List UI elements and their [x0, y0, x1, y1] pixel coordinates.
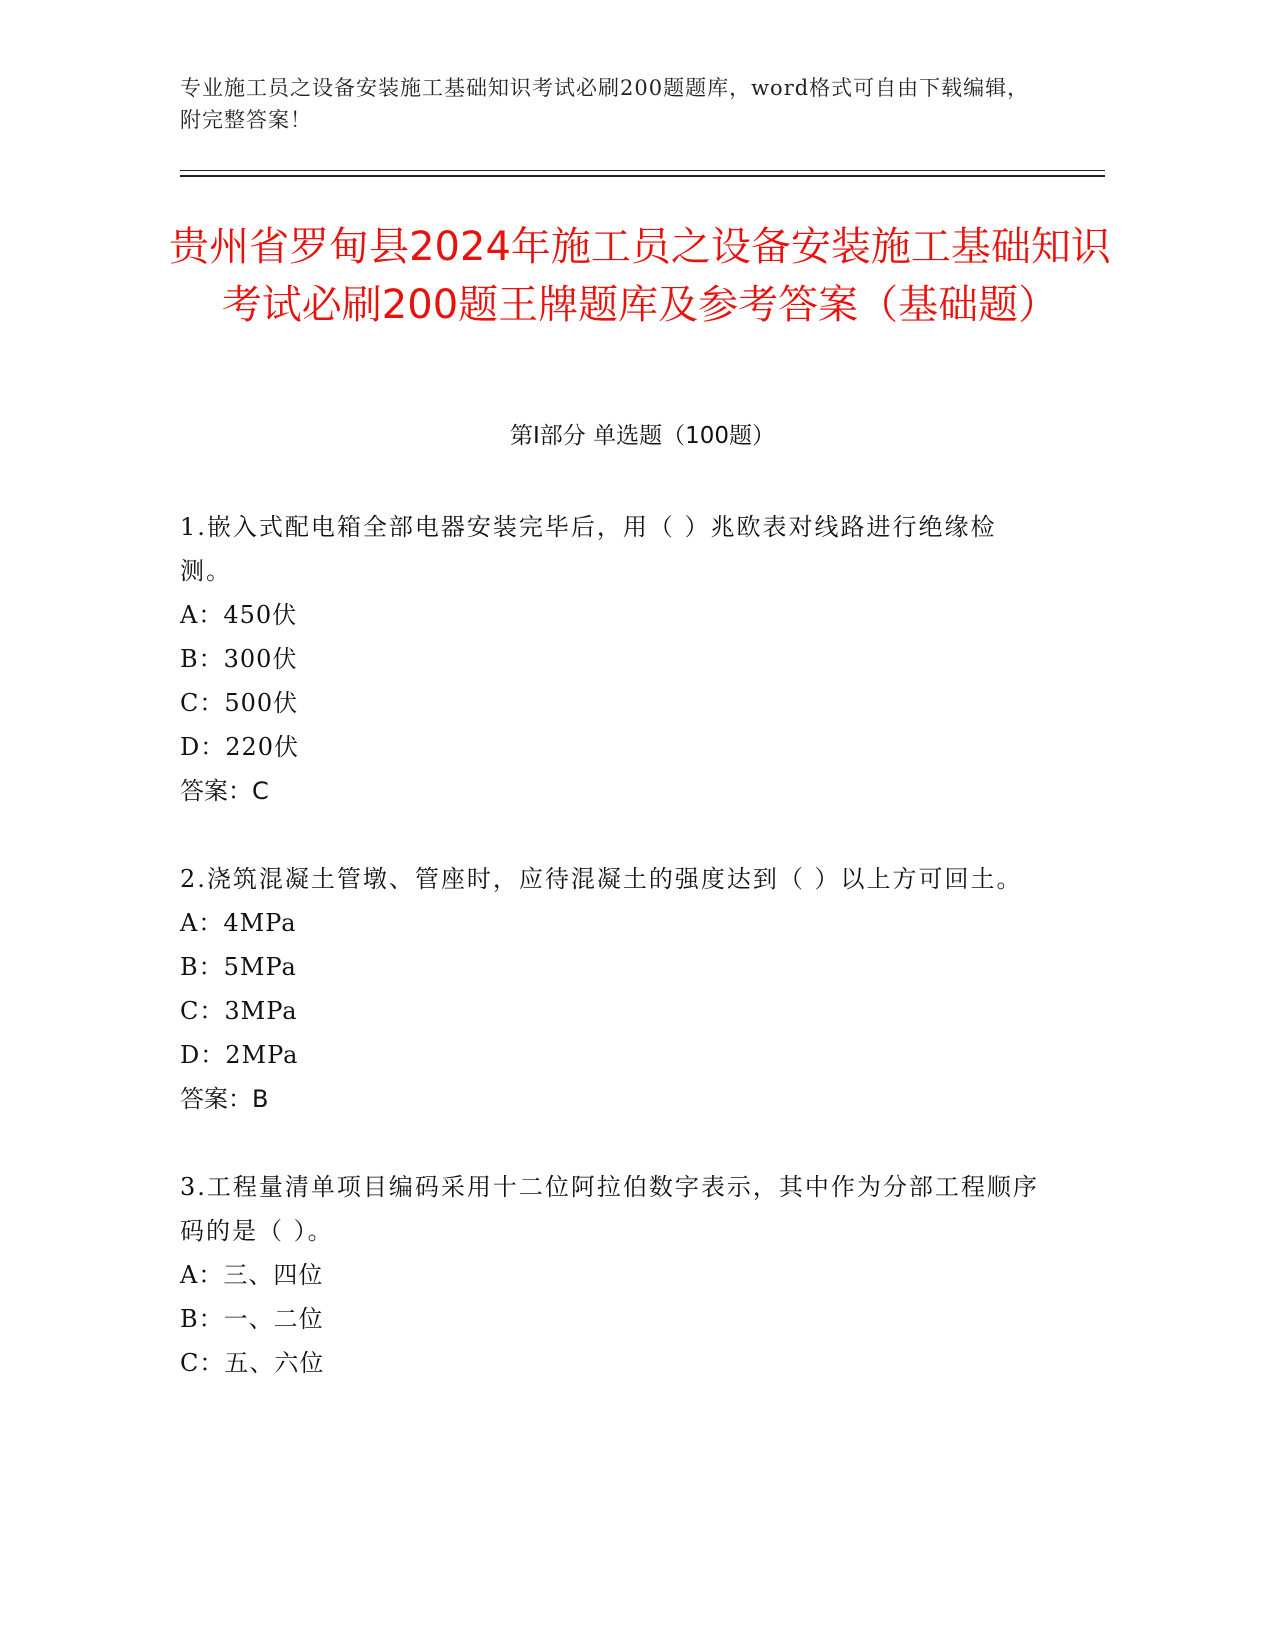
- question-3: [180, 1165, 1040, 1385]
- question-stem: 3.工程量清单项目编码采用十二位阿拉伯数字表示，其中作为分部工程顺序码的是（ ）。: [180, 1173, 1039, 1245]
- question-stem: 2.浇筑混凝土管墩、管座时，应待混凝土的强度达到（ ）以上方可回土。: [180, 865, 1023, 893]
- option-a: A：4MPa: [180, 909, 297, 937]
- option-d: D：2MPa: [180, 1041, 299, 1069]
- option-c: C：五、六位: [180, 1349, 325, 1377]
- option-c: C：500伏: [180, 689, 299, 717]
- answer: 答案：B: [180, 1085, 269, 1113]
- option-b: B：一、二位: [180, 1305, 324, 1333]
- question-1: [180, 505, 1040, 813]
- header-divider-thick: [180, 175, 1105, 177]
- option-b: B：5MPa: [180, 953, 297, 981]
- option-a: A：三、四位: [180, 1261, 324, 1289]
- header-note: 专业施工员之设备安装施工基础知识考试必刷200题题库，word格式可自由下载编辑，附完整答案！: [180, 76, 1030, 132]
- option-b: B：300伏: [180, 645, 298, 673]
- option-d: D：220伏: [180, 733, 300, 761]
- option-a: A：450伏: [180, 601, 298, 629]
- question-2: [180, 857, 1040, 1121]
- option-c: C：3MPa: [180, 997, 298, 1025]
- header-divider-thin: [180, 170, 1105, 171]
- question-stem: 1.嵌入式配电箱全部电器安装完毕后，用（ ）兆欧表对线路进行绝缘检测。: [180, 513, 997, 585]
- answer: 答案：C: [180, 777, 269, 805]
- question-list: [180, 505, 1040, 1429]
- document-title: 贵州省罗甸县2024年施工员之设备安装施工基础知识考试必刷200题王牌题库及参考答案（基础题）: [169, 224, 1111, 328]
- section-title: 第Ⅰ部分 单选题（100题）: [510, 423, 775, 449]
